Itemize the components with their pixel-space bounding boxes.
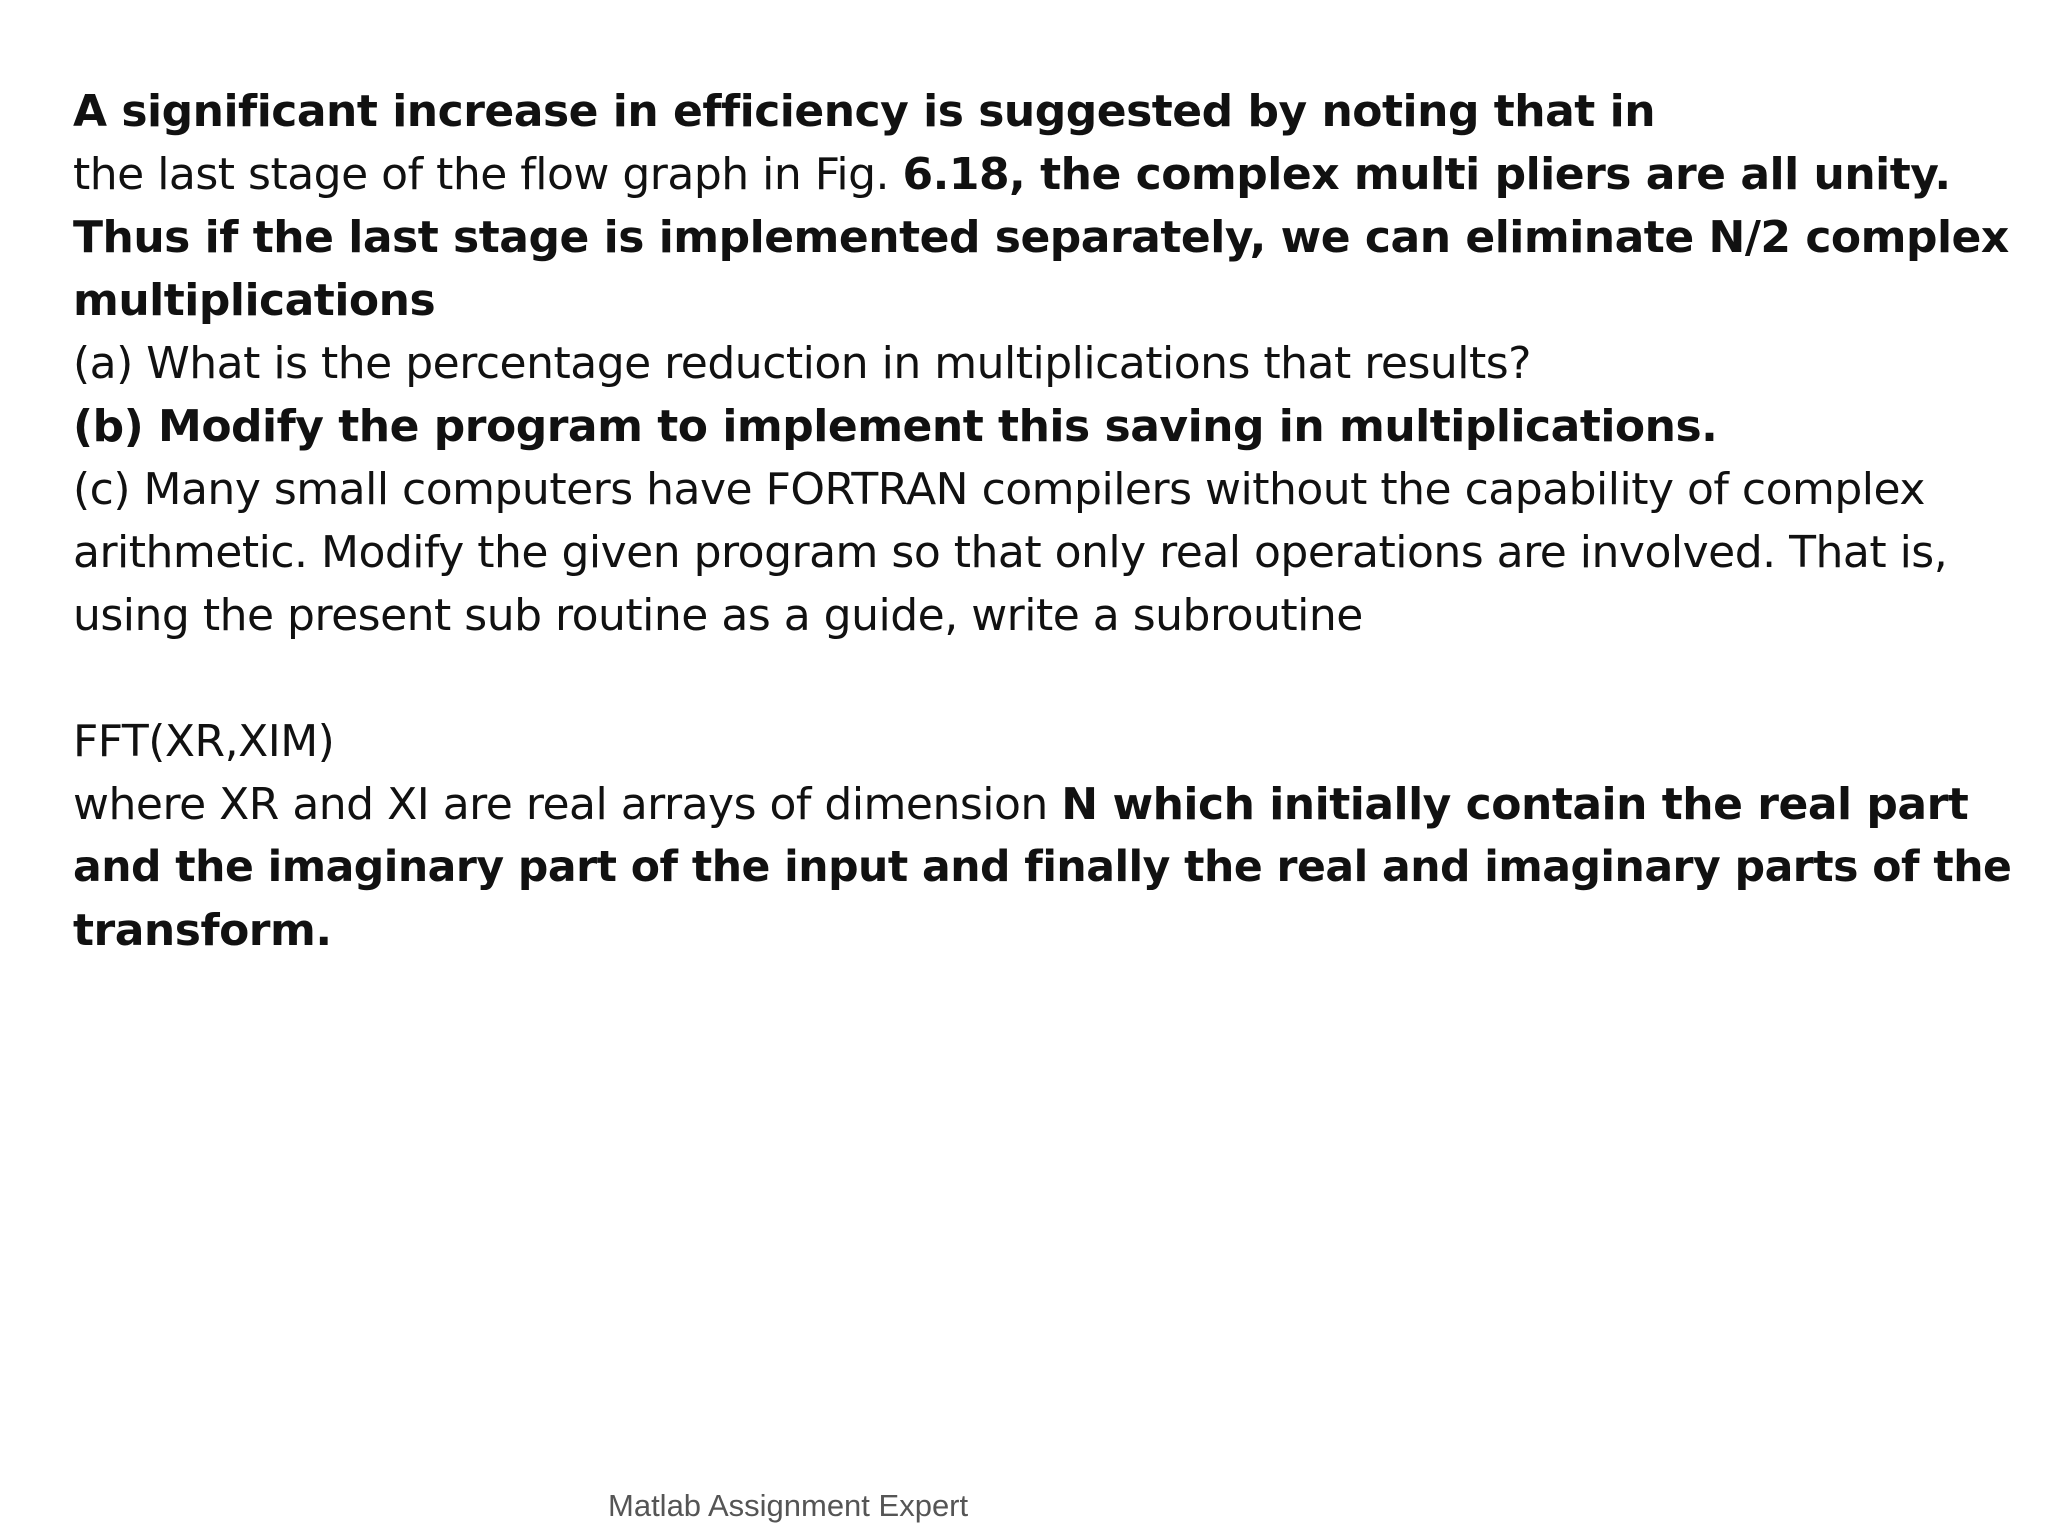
where-line-1-bold: N which initially contain the real part <box>1061 779 1969 830</box>
footer-text: Matlab Assignment Expert <box>608 1488 969 1523</box>
where-line-2: and the imaginary part of the input and finally the real and imaginary parts of the <box>73 842 2012 892</box>
intro-line-2 <box>73 143 2013 206</box>
where-line-1-plain: where XR and XI are real arrays of dimension <box>73 779 1062 830</box>
question-c-line-2: arithmetic. Modify the given program so that only real operations are involved. That is, <box>73 527 1948 578</box>
question-c-line-3: using the present sub routine as a guide, write a subroutine <box>73 590 1363 641</box>
intro-line-1: A significant increase in efficiency is suggested by noting that in <box>73 86 1656 137</box>
question-c-line-1: (c) Many small computers have FORTRAN compilers without the capability of complex <box>73 464 1925 515</box>
question-b: (b) Modify the program to implement this saving in multiplications. <box>73 401 1718 452</box>
fft-signature: FFT(XR,XIM) <box>73 716 335 767</box>
intro-line-3: Thus if the last stage is implemented separately, we can eliminate N/2 complex <box>73 212 2009 263</box>
intro-line-2-plain: the last stage of the flow graph in Fig. <box>73 149 903 200</box>
question-a: (a) What is the percentage reduction in multiplications that results? <box>73 338 1532 389</box>
intro-line-4: multiplications <box>73 275 436 326</box>
intro-line-2-bold: 6.18, the complex multi pliers are all unity. <box>902 149 1951 200</box>
slide-body <box>73 80 2013 962</box>
blank-line <box>73 647 2013 710</box>
where-line-3: transform. <box>73 905 332 956</box>
where-line-1 <box>73 773 2013 836</box>
